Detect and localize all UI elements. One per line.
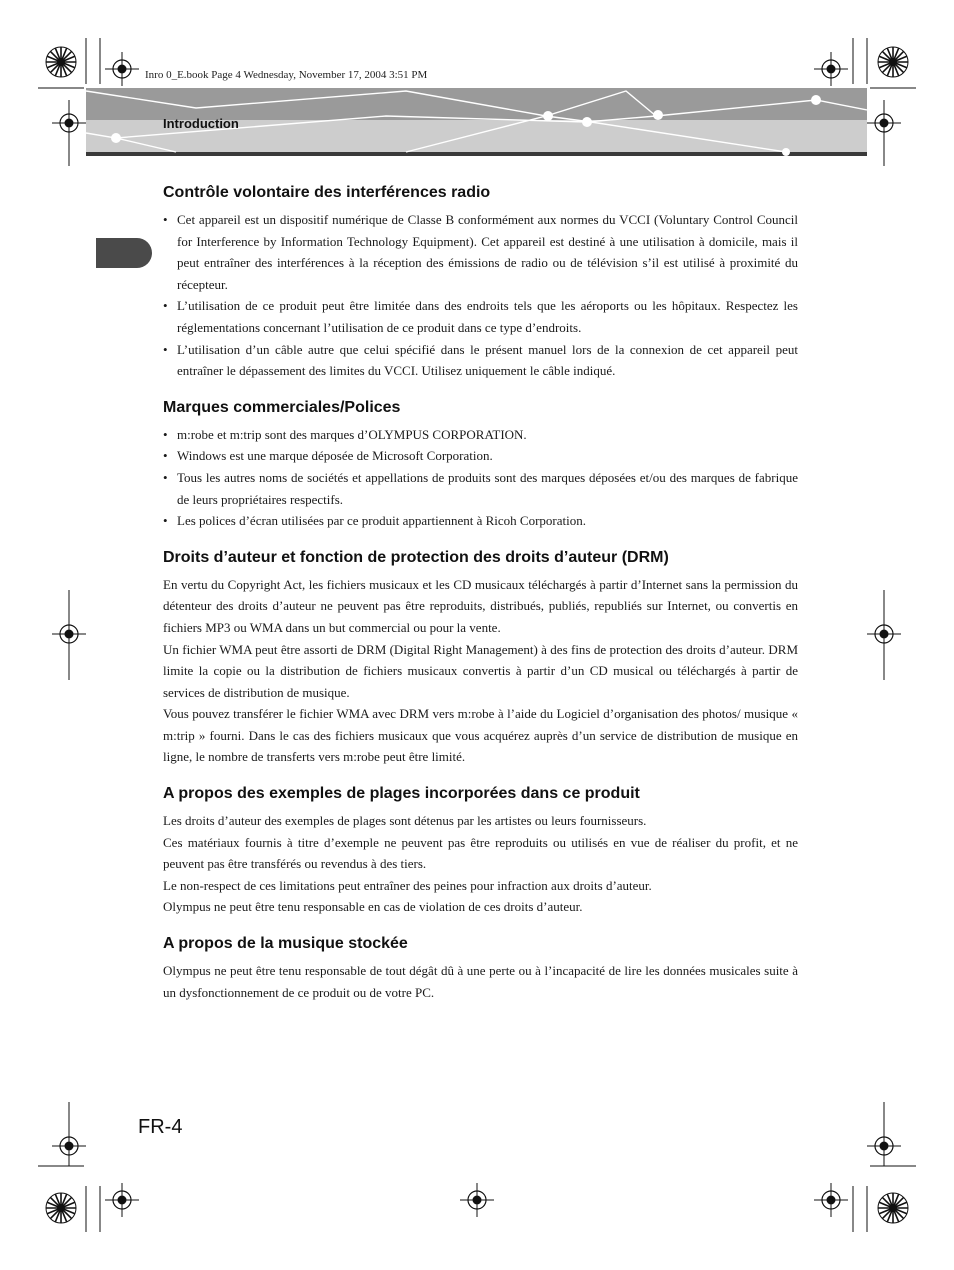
section-drm [163, 547, 798, 768]
list-item: • Windows est une marque déposée de Microsoft Corporation. [163, 445, 798, 467]
side-tab [96, 238, 152, 268]
paragraph: Les droits d’auteur des exemples de plages sont détenus par les artistes ou leurs fournisseurs. [163, 813, 647, 829]
paragraph: Vous pouvez transférer le fichier WMA avec DRM vers m:robe à l’aide du Logiciel d’organisation des photos/ musique « m:trip » fourni. Dans le cas des fichiers musicaux que vous acquérez auprès d’un service de distribution de musique en ligne, le nombre de transferts vers m:robe peut être limité. [163, 706, 798, 765]
section-stored-music [163, 933, 798, 1003]
section-heading: A propos de la musique stockée [163, 935, 408, 953]
main-content [163, 182, 798, 1018]
paragraph: Un fichier WMA peut être assorti de DRM (Digital Right Management) à des fins de protection des droits d’auteur. DRM limite la copie ou la distribution de fichiers musicaux convertis à partir d’un CD musical ou téléchargés à partir de services de distribution de musique. [163, 641, 798, 700]
section-trademarks [163, 397, 798, 532]
section-heading: Droits d’auteur et fonction de protection des droits d’auteur (DRM) [163, 548, 669, 566]
bullet-list [163, 424, 798, 532]
list-item: • L’utilisation de ce produit peut être limitée dans des endroits tels que les aéroports ou les hôpitaux. Respectez les réglementations concernant l’utilisation de ce produit dans ce type d’endroits. [163, 295, 798, 338]
section-heading: A propos des exemples de plages incorporées dans ce produit [163, 785, 640, 803]
section-radio-interference [163, 182, 798, 382]
section-sample-tracks [163, 783, 798, 918]
page-number: FR-4 [138, 1116, 183, 1138]
section-label: Introduction [163, 116, 239, 131]
section-heading: Marques commerciales/Polices [163, 398, 401, 416]
paragraph: Le non-respect de ces limitations peut entraîner des peines pour infraction aux droits d’auteur. [163, 877, 652, 893]
list-item: • m:robe et m:trip sont des marques d’OLYMPUS CORPORATION. [163, 424, 798, 446]
list-item: • Tous les autres noms de sociétés et appellations de produits sont des marques déposées et/ou des marques de fabrique de leurs propriétaires respectifs. [163, 467, 798, 510]
paragraph: Olympus ne peut être tenu responsable de tout dégât dû à une perte ou à l’incapacité de lire les données musicales suite à un dysfonctionnement de ce produit ou de votre PC. [163, 963, 798, 1000]
bullet-list [163, 209, 798, 382]
paragraph: En vertu du Copyright Act, les fichiers musicaux et les CD musicaux téléchargés à partir d’Internet sans la permission du détenteur des droits d’auteur ne peuvent pas être reproduits, distribués, publiés, republiés sur Internet, ou convertis en fichiers MP3 ou WMA dans un but commercial ou pour la vente. [163, 576, 798, 635]
paragraph: Olympus ne peut être tenu responsable en cas de violation de ces droits d’auteur. [163, 899, 583, 915]
list-item: • Les polices d’écran utilisées par ce produit appartiennent à Ricoh Corporation. [163, 510, 798, 532]
list-item: • L’utilisation d’un câble autre que celui spécifié dans le présent manuel lors de la connexion de cet appareil peut entraîner le dépassement des limites du VCCI. Utilisez uniquement le câble indiqué. [163, 339, 798, 382]
paragraph: Ces matériaux fournis à titre d’exemple ne peuvent pas être reproduits ou utilisés en vue de réaliser du profit, et ne peuvent pas être transférés ou revendus à des tiers. [163, 834, 798, 872]
list-item: • Cet appareil est un dispositif numérique de Classe B conformément aux normes du VCCI (Voluntary Control Council for Interference by Information Technology Equipment). Cet appareil est destiné à une utilisation à domicile, mais il peut entraîner des interférences à la réception des émissions de radio ou de télévision s’il est utilisé à proximité du récepteur. [163, 209, 798, 295]
section-heading: Contrôle volontaire des interférences radio [163, 184, 491, 201]
print-info: Inro 0_E.book Page 4 Wednesday, November 17, 2004 3:51 PM [145, 69, 428, 81]
